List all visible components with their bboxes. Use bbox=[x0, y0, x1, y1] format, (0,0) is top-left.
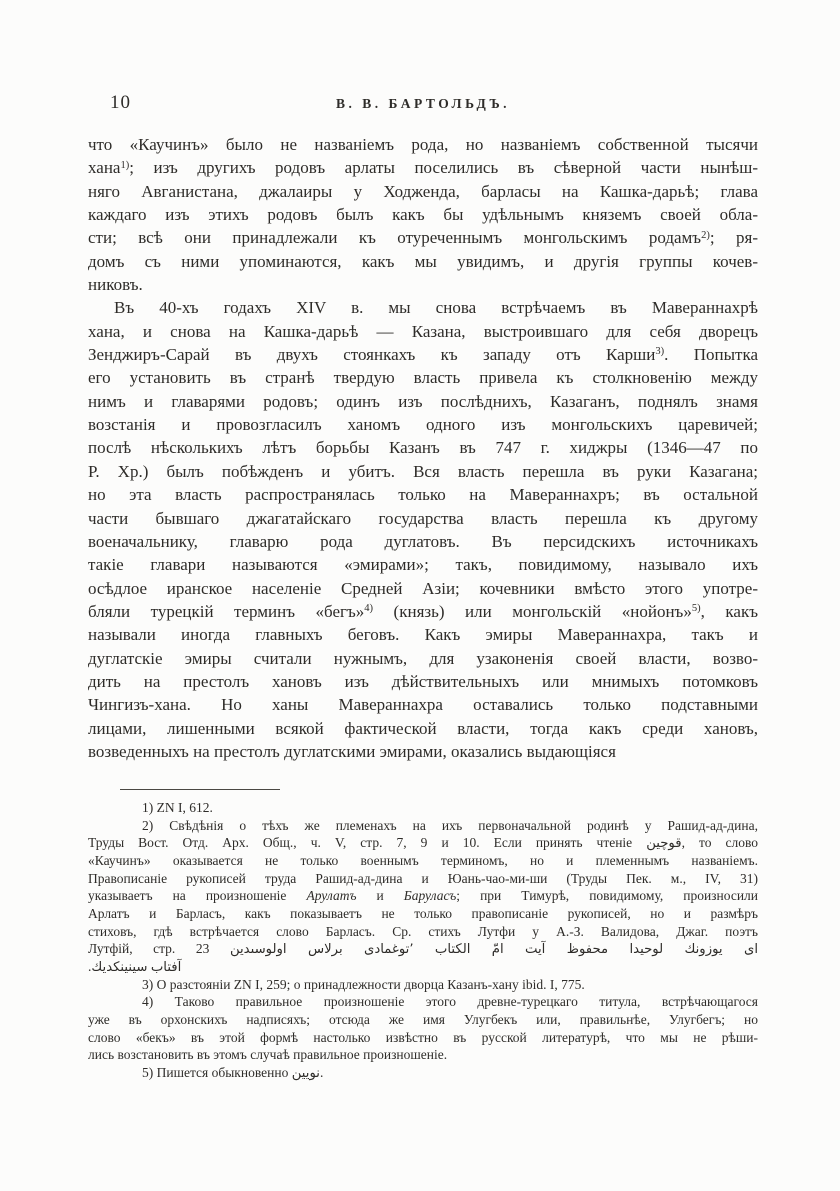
page-number: 10 bbox=[110, 92, 131, 113]
body-text bbox=[88, 133, 758, 763]
footnote-divider-rule bbox=[120, 789, 280, 790]
arabic-text: قوچين bbox=[646, 836, 682, 852]
paragraph bbox=[88, 133, 758, 296]
text-line: осѣдлое иранское населеніе Средней Азіи; кочевники вмѣсто этого употре- bbox=[88, 578, 758, 598]
italic-text: Арулатъ bbox=[306, 888, 357, 904]
text-line: 3) О разстояніи ZN I, 259; о принадлежности дворца Казанъ-хану ibid. I, 775. bbox=[142, 976, 585, 992]
footnote bbox=[88, 799, 758, 817]
text-line: возстанія и провозгласилъ ханомъ одного изъ монгольскихъ царевичей; bbox=[88, 415, 758, 435]
text-line: Арлатъ и Барласъ, какъ показываетъ не только правописаніе рукописей, но и размѣръ bbox=[88, 905, 758, 921]
footnote bbox=[88, 817, 758, 976]
text-line: домъ съ ними упоминаются, какъ мы увидимъ, и другія группы кочев- bbox=[88, 251, 758, 271]
text-line: военачальнику, главарю рода дуглатовъ. Въ персидскихъ источникахъ bbox=[88, 531, 758, 551]
text-line: хана, и снова на Кашка-дарьѣ — Казана, выстроившаго для себя дворецъ bbox=[88, 321, 758, 341]
text-line: каждаго изъ этихъ родовъ былъ какъ бы удѣльнымъ княземъ своей обла- bbox=[88, 205, 758, 225]
text-line: Р. Хр.) былъ побѣжденъ и убитъ. Вся власть перешла въ руки Казагана; bbox=[88, 461, 758, 481]
arabic-text: سينينكديك bbox=[91, 959, 148, 975]
text-line: дуглатскіе эмиры считали нужнымъ, для узаконенія своей власти, возво- bbox=[88, 648, 758, 668]
footnote-reference: 1) bbox=[120, 159, 130, 171]
text-line: называли иногда главныхъ беговъ. Какъ эмиры Мавераннахра, такъ и bbox=[88, 625, 758, 645]
text-line: такіе главари называются «эмирами»; такъ, повидимому, называло ихъ bbox=[88, 555, 758, 575]
arabic-text: اى يوزونك لوحيدا محفوظ آيت امّ الكتاب ٬توغمادى برلاس اولوسىدين bbox=[229, 942, 758, 958]
text-line: слово «бекъ» въ этой формѣ настолько извѣстно въ русской литературѣ, что мы не рѣши- bbox=[88, 1029, 758, 1045]
text-line: 2) Свѣдѣнія о тѣхъ же племенахъ на ихъ первоначальной родинѣ у Рашид-ад-дина, bbox=[142, 817, 758, 833]
text-line: .سينينكديك آفتاب bbox=[88, 958, 182, 975]
text-line: нимъ и главарями родовъ; одинъ изъ послѣднихъ, Казаганъ, поднялъ знамя bbox=[88, 391, 758, 411]
footnote-reference: 4) bbox=[364, 603, 374, 615]
arabic-text: نويين bbox=[291, 1065, 320, 1081]
text-line: указываетъ на произношеніе Арулатъ и Баруласъ; при Тимурѣ, повидимому, произносили bbox=[88, 888, 759, 904]
footnote bbox=[88, 1064, 758, 1082]
footnote bbox=[88, 976, 758, 994]
footnote-reference: 3) bbox=[655, 346, 665, 358]
text-line: «Каучинъ» оказывается не только военнымъ терминомъ, но и племеннымъ названіемъ. bbox=[88, 852, 758, 868]
text-line: лись возстановить въ этомъ случаѣ правильное произношеніе. bbox=[88, 1047, 448, 1063]
text-line: Труды Вост. Отд. Арх. Общ., ч. V, стр. 7, 9 и 10. Если принять чтеніе قوچين, то слово bbox=[88, 835, 758, 852]
footnote-reference: 5) bbox=[691, 603, 701, 615]
text-line: возведенныхъ на престолъ дуглатскими эмирами, оказались выдающіяся bbox=[88, 741, 616, 761]
footnote-reference: 2) bbox=[701, 229, 710, 241]
text-line: его установить въ странѣ твердую власть привела къ столкновенію между bbox=[88, 368, 758, 388]
arabic-text: آفتاب bbox=[150, 959, 182, 975]
text-line: Въ 40-хъ годахъ XIV в. мы снова встрѣчаемъ въ Мавераннахрѣ bbox=[114, 298, 758, 318]
text-line: уже въ орхонскихъ надписяхъ; отсюда же имя Улугбекъ или, правильнѣе, Улугбегъ; но bbox=[88, 1011, 758, 1027]
text-line: 5) Пишется обыкновенно نويين. bbox=[142, 1064, 324, 1081]
text-line: Лутфій, стр. 23 اى يوزونك لوحيدا محفوظ آيت امّ الكتاب ٬توغمادى برلاس اولوسىدين bbox=[88, 941, 758, 958]
text-line: 1) ZN I, 612. bbox=[142, 800, 213, 815]
text-line: дить на престолъ хановъ изъ дѣйствительныхъ или мнимыхъ потомковъ bbox=[88, 671, 758, 691]
text-line: что «Каучинъ» было не названіемъ рода, но названіемъ собственной тысячи bbox=[88, 135, 758, 154]
text-line: няго Авганистана, джалаиры у Ходженда, барласы на Кашка-дарьѣ; глава bbox=[88, 181, 758, 201]
footnote bbox=[88, 993, 758, 1064]
text-line: 4) Таково правильное произношеніе этого древне-турецкаго титула, встрѣчающагося bbox=[142, 994, 758, 1010]
text-line: но эта власть распространялась только на Мавераннахръ; въ остальной bbox=[88, 485, 758, 505]
text-line: хана$^{1)}$; изъ другихъ родовъ арлаты поселились въ сѣверной части нынѣш- bbox=[88, 158, 758, 178]
text-line: послѣ нѣсколькихъ лѣтъ борьбы Казанъ въ 747 г. хиджры (1346—47 по bbox=[88, 438, 758, 458]
text-line: Чингизъ-хана. Но ханы Мавераннахра оставались только подставными bbox=[88, 695, 758, 715]
footnotes bbox=[88, 799, 758, 1082]
text-line: никовъ. bbox=[88, 275, 143, 295]
paragraph bbox=[88, 296, 758, 763]
text-line: лицами, лишенными всякой фактической власти, тогда какъ среди хановъ, bbox=[88, 718, 758, 738]
text-line: стиховъ, гдѣ встрѣчается слово Барласъ. Ср. стихъ Лутфи у А.-З. Валидова, Джаг. поэтъ bbox=[88, 923, 758, 939]
text-line: Правописаніе рукописей труда Рашид-ад-дина и Юань-чао-ми-ши (Труды Пек. м., IV, 31) bbox=[88, 870, 758, 886]
text-line: Зенджиръ-Сарай въ двухъ стоянкахъ къ западу отъ Карши$^{3)}$. Попытка bbox=[88, 345, 758, 365]
italic-text: Баруласъ bbox=[403, 888, 457, 904]
text-line: бляли турецкій терминъ «бегъ»$^{4)}$ (князь) или монгольскій «нойонъ»$^{5)}$, какъ bbox=[88, 601, 758, 621]
running-title: В. В. БАРТОЛЬДЪ. bbox=[335, 96, 511, 111]
text-line: сти; всѣ они принадлежали къ отуреченнымъ монгольскимъ родамъ$^{2)}$; ря- bbox=[88, 228, 758, 248]
text-line: части бывшаго джагатайскаго государства власть перешла къ другому bbox=[88, 508, 758, 528]
